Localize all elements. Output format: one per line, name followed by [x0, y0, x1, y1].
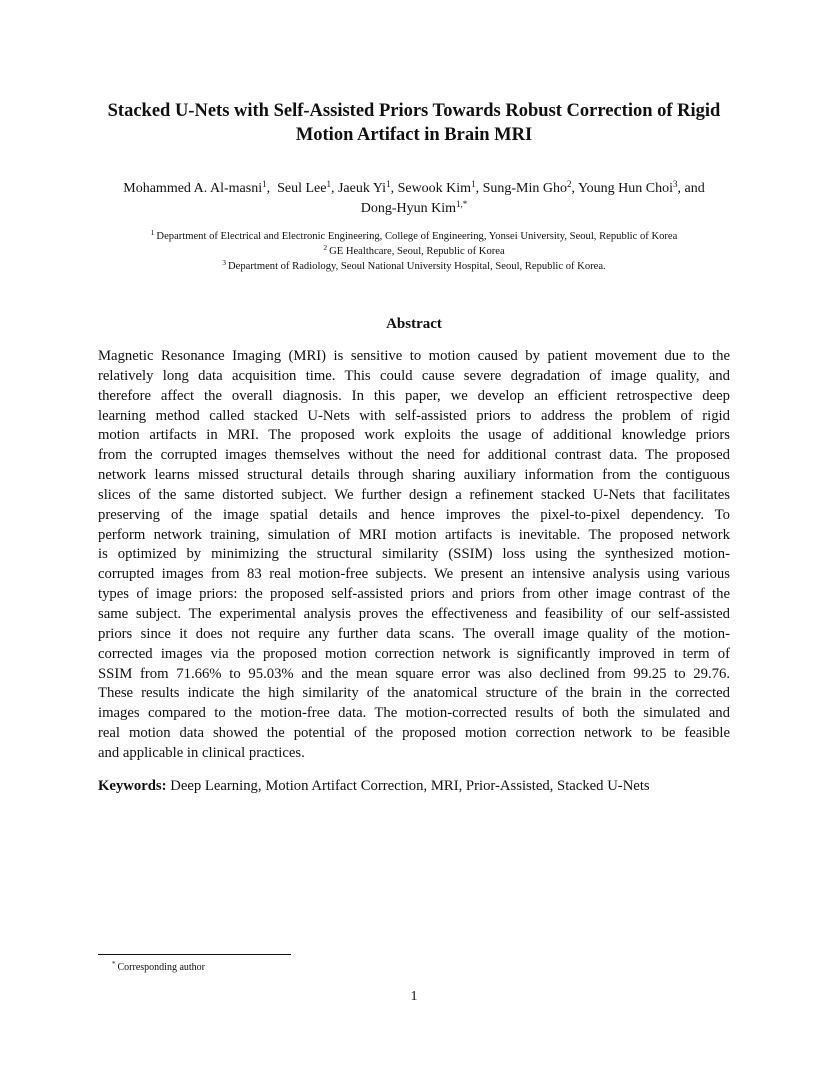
footnote-divider	[98, 954, 291, 955]
affiliation-mark: 2	[323, 243, 328, 252]
abstract-line: motion artifacts in MRI. The proposed work exploits the usage of additional knowledge priors	[98, 427, 730, 444]
abstract-line: same subject. The experimental analysis proves the effectiveness and feasibility of our self-assisted	[98, 605, 730, 622]
author-affiliation-mark: 1	[386, 179, 391, 189]
abstract-line: is optimized by minimizing the structural similarity (SSIM) loss using the synthesized motion-	[98, 546, 730, 563]
abstract-line: These results indicate the high similarity of the anatomical structure of the brain in the corrected	[98, 685, 730, 702]
author-name: Dong-Hyun Kim	[360, 201, 457, 216]
abstract-line: corrected images via the proposed motion correction network is significantly improved in term of	[98, 645, 730, 662]
affiliation-text: Department of Electrical and Electronic Engineering, College of Engineering, Yonsei University, Seoul, Republic of Korea	[156, 231, 678, 242]
affiliation-text: GE Healthcare, Seoul, Republic of Korea	[329, 246, 505, 257]
abstract-line: therefore affect the overall diagnosis. In this paper, we develop an efficient retrospective deep	[98, 387, 730, 404]
abstract-heading: Abstract	[386, 316, 442, 332]
footnote-text: Corresponding author	[117, 962, 205, 973]
abstract-line: SSIM from 71.66% to 95.03% and the mean square error was also declined from 99.25 to 29.76.	[98, 665, 730, 682]
affiliation-text: Department of Radiology, Seoul National University Hospital, Seoul, Republic of Korea.	[228, 261, 606, 272]
keywords-text: Deep Learning, Motion Artifact Correction, MRI, Prior-Assisted, Stacked U-Nets	[166, 778, 650, 794]
affiliation-mark: 1	[150, 228, 155, 237]
author-separator: ,	[571, 181, 578, 196]
abstract-line: priors since it does not require any further data scans. The overall image quality of the motion-	[98, 625, 730, 642]
author-separator: ,	[266, 181, 278, 196]
paper-title	[80, 99, 748, 147]
affiliation-item	[70, 229, 758, 244]
author-affiliation-mark: 2	[566, 179, 572, 189]
author-list	[70, 179, 758, 219]
abstract-line: Magnetic Resonance Imaging (MRI) is sensitive to motion caused by patient movement due to the	[98, 348, 730, 364]
abstract-line: slices of the same distorted subject. We further design a refinement stacked U-Nets that facilitates	[98, 486, 730, 503]
affiliation-list	[70, 229, 758, 274]
abstract-line: types of image priors: the proposed self-assisted priors and priors from other image contrast of the	[98, 586, 730, 603]
abstract-line: from the corrupted images themselves without the need for additional contrast data. The proposed	[98, 447, 730, 464]
abstract-line: preserving of the image spatial details and hence improves the pixel-to-pixel dependency. To	[98, 506, 730, 523]
author-name: Mohammed A. Al-masni	[123, 181, 263, 196]
author-name: Young Hun Choi	[577, 181, 673, 196]
author-line-2	[70, 199, 758, 219]
abstract-line: corrupted images from 83 real motion-free subjects. We present an intensive analysis using various	[98, 566, 730, 583]
author-separator: ,	[330, 181, 338, 196]
author-line-1	[70, 179, 758, 199]
keywords	[98, 776, 738, 796]
abstract-line: perform network training, simulation of MRI motion artifacts is inevitable. The proposed network	[98, 526, 730, 543]
paper-title-line-1: Stacked U-Nets with Self-Assisted Priors Towards Robust Correction of Rigid	[107, 101, 721, 121]
abstract-line: relatively long data acquisition time. This could cause severe degradation of image quality, and	[98, 367, 730, 384]
abstract-line: network learns missed structural details through sharing auxiliary information from the contiguous	[98, 467, 730, 484]
author-separator: ,	[475, 181, 483, 196]
author-name: Sung-Min Gho	[482, 181, 567, 196]
abstract-line: and applicable in clinical practices.	[98, 744, 305, 761]
abstract-line: real motion data showed the potential of the proposed motion correction network to be feasible	[98, 725, 730, 742]
abstract-line: images compared to the motion-free data. The motion-corrected results of both the simulated and	[98, 705, 730, 722]
abstract-line: learning method called stacked U-Nets with self-assisted priors to address the problem of rigid	[98, 407, 730, 424]
author-separator: , and	[677, 181, 705, 196]
affiliation-item	[70, 259, 758, 274]
footnote-mark: *	[112, 960, 116, 968]
affiliation-mark: 3	[222, 258, 227, 267]
author-affiliation-mark: 3	[673, 179, 678, 189]
paper-title-line-2: Motion Artifact in Brain MRI	[295, 125, 533, 145]
author-affiliation-mark: 1,*	[456, 199, 468, 209]
footnote	[112, 961, 205, 975]
abstract-body	[98, 347, 730, 764]
author-affiliation-mark: 1	[471, 179, 476, 189]
affiliation-item	[70, 244, 758, 259]
author-affiliation-mark: 1	[326, 179, 331, 189]
author-separator: ,	[390, 181, 398, 196]
author-name: Sewook Kim	[397, 181, 472, 196]
author-affiliation-mark: 1	[262, 179, 267, 189]
author-name: Seul Lee	[277, 181, 327, 196]
keywords-label: Keywords:	[98, 778, 167, 794]
author-name: Jaeuk Yi	[337, 181, 387, 196]
page-number: 1	[410, 989, 418, 1004]
